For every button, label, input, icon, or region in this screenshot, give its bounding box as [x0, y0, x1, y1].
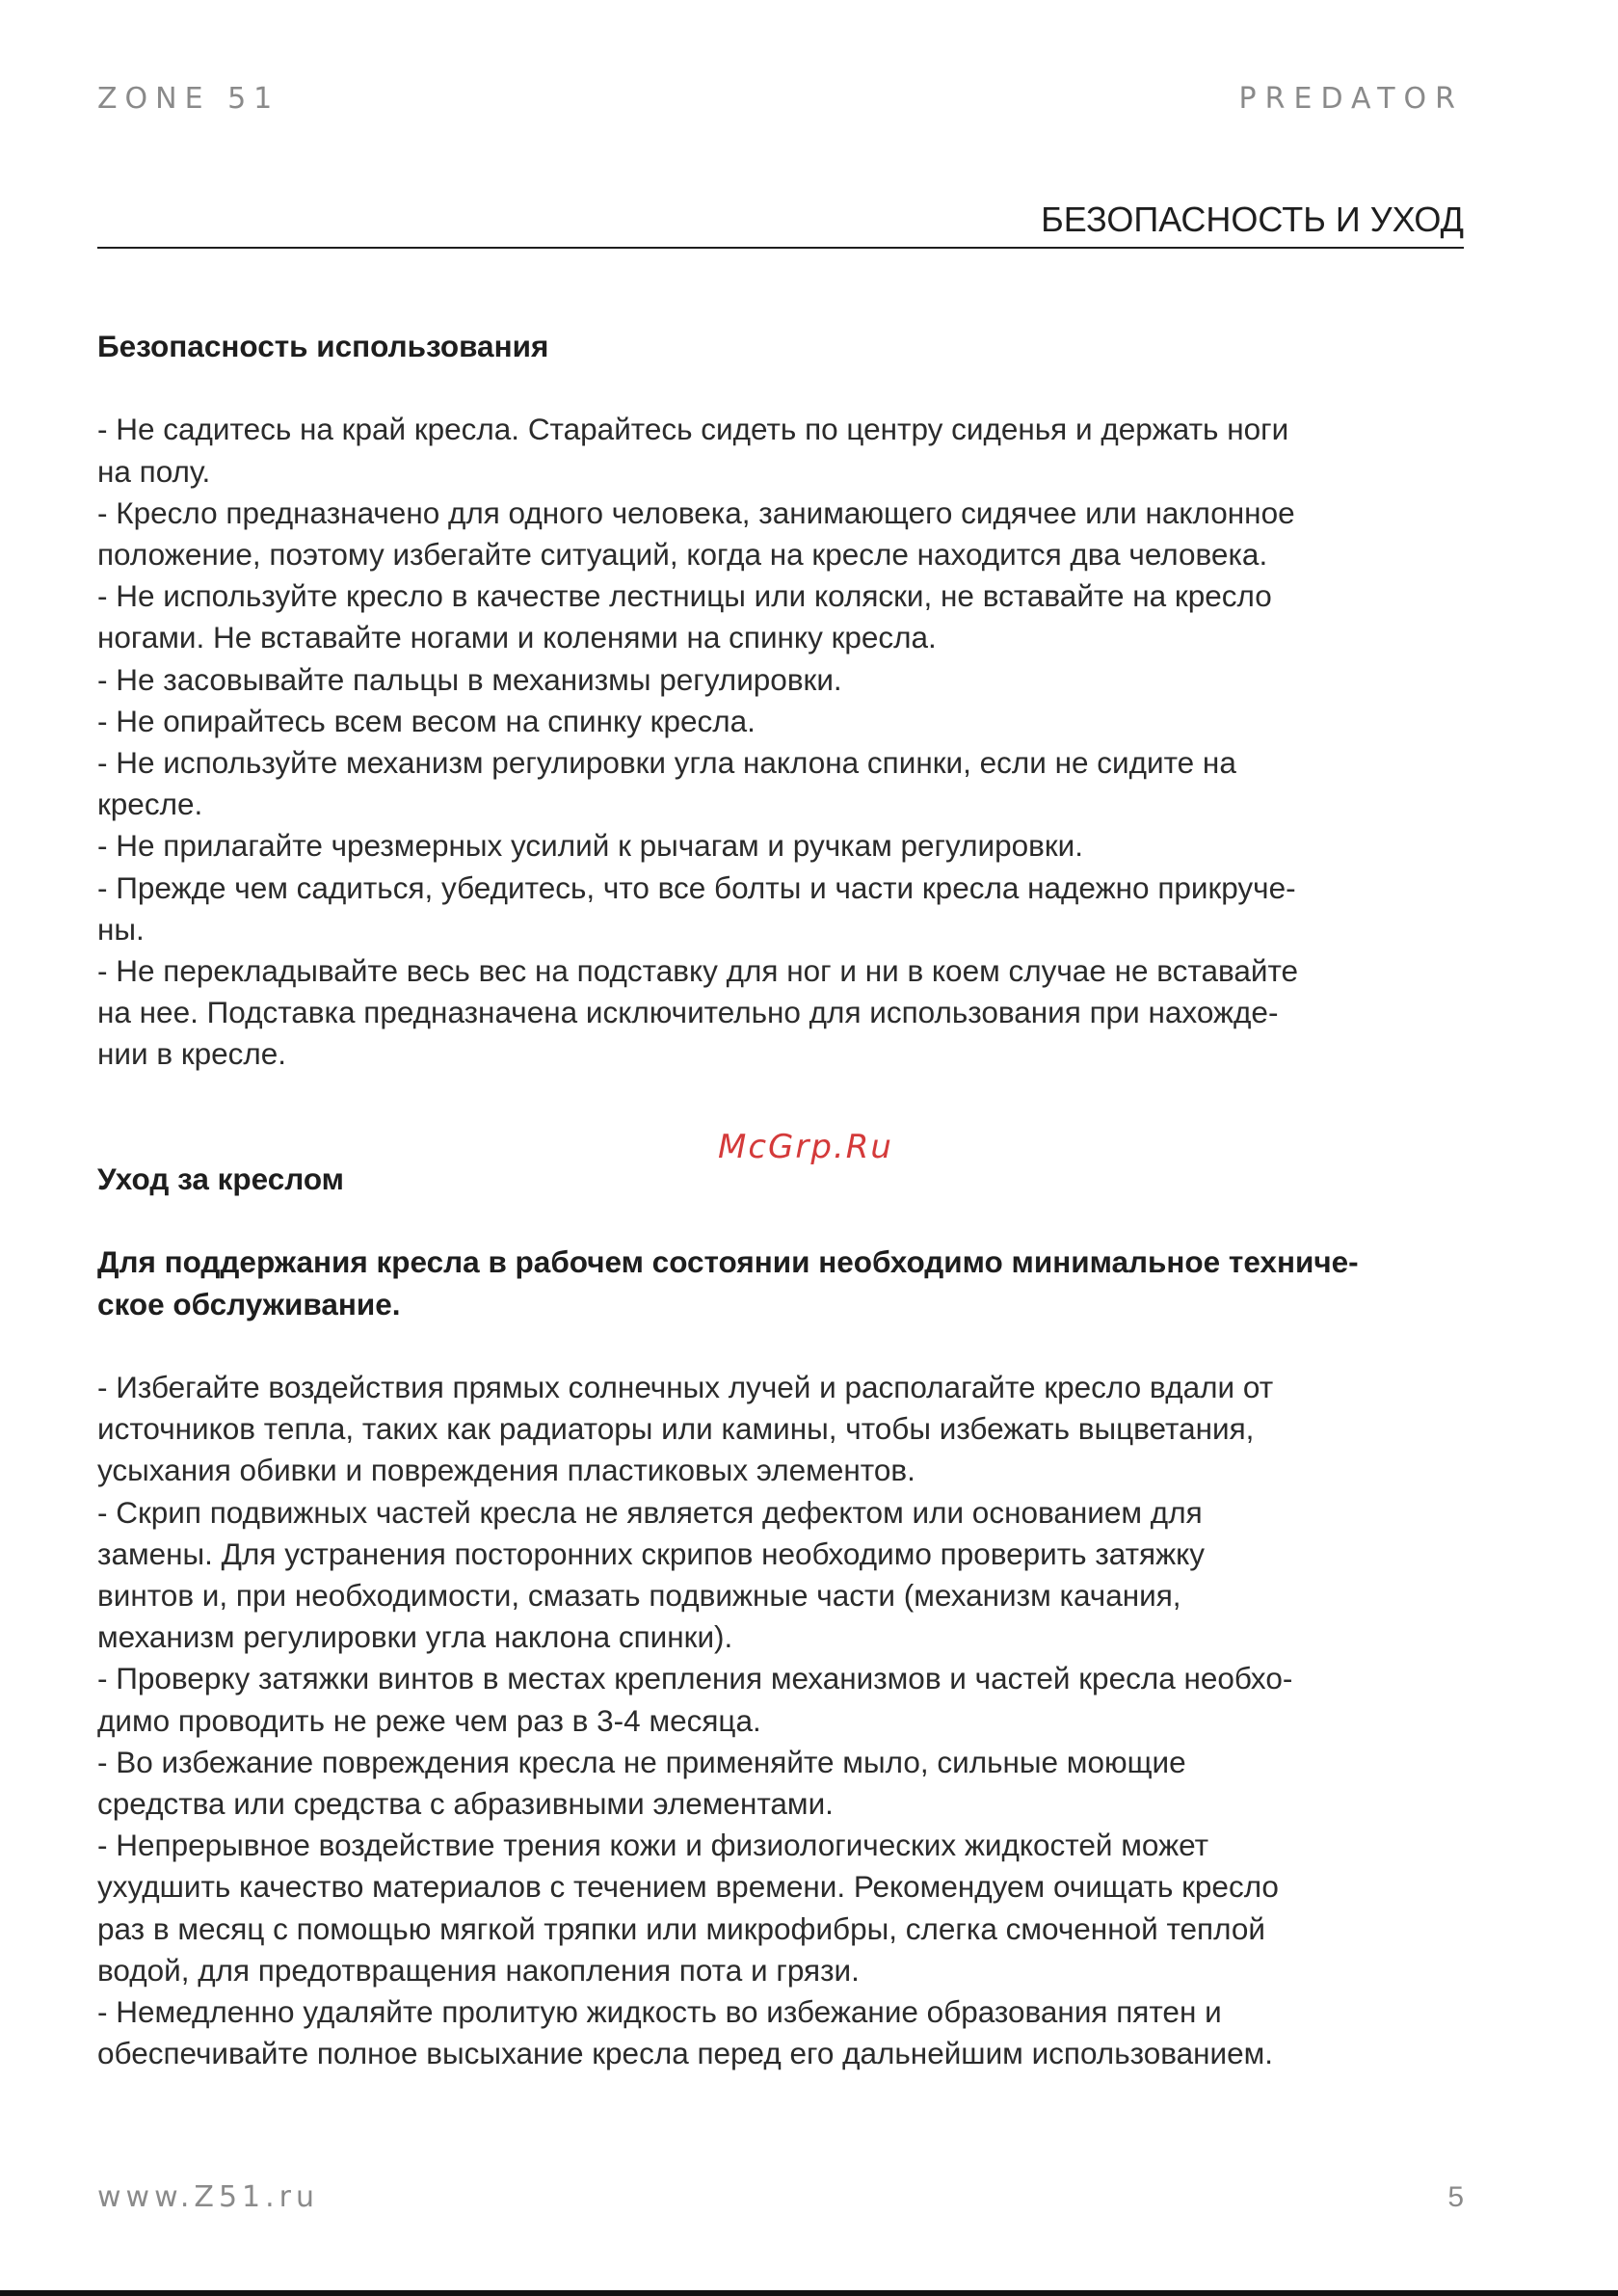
care-line: - Проверку затяжки винтов в местах крепления механизмов и частей кресла необхо-: [97, 1661, 1293, 1696]
safety-line: на нее. Подставка предназначена исключительно для использования при нахожде-: [97, 995, 1279, 1030]
safety-line: ногами. Не вставайте ногами и коленями на спинку кресла.: [97, 620, 937, 655]
bottom-edge: [0, 2290, 1618, 2296]
care-list: [97, 1367, 1485, 2074]
safety-line: - Не используйте механизм регулировки угла наклона спинки, если не сидите на: [97, 745, 1236, 781]
safety-line: положение, поэтому избегайте ситуаций, когда на кресле находится два человека.: [97, 537, 1268, 572]
safety-list: [97, 409, 1485, 1075]
safety-line: - Не перекладывайте весь вес на подставку для ног и ни в коем случае не вставайте: [97, 953, 1299, 989]
safety-line: - Не опирайтесь всем весом на спинку кресла.: [97, 703, 756, 738]
care-line: - Скрип подвижных частей кресла не является дефектом или основанием для: [97, 1494, 1203, 1530]
care-heading: Уход за креслом: [97, 1161, 344, 1197]
page-number: 5: [1447, 2181, 1464, 2213]
care-intro: [97, 1241, 1485, 1324]
care-intro-line: ское обслуживание.: [97, 1286, 401, 1322]
care-line: винтов и, при необходимости, смазать подвижные части (механизм качания,: [97, 1578, 1181, 1614]
title-underline: [97, 247, 1464, 249]
safety-line: - Прежде чем садиться, убедитесь, что все болты и части кресла надежно прикруче-: [97, 869, 1296, 905]
care-line: ухудшить качество материалов с течением времени. Рекомендуем очищать кресло: [97, 1869, 1279, 1905]
safety-line: - Не используйте кресло в качестве лестницы или коляски, не вставайте на кресло: [97, 578, 1272, 614]
care-line: средства или средства с абразивными элементами.: [97, 1786, 834, 1822]
care-line: обеспечивайте полное высыхание кресла перед его дальнейшим использованием.: [97, 2036, 1274, 2071]
safety-line: на полу.: [97, 453, 211, 489]
safety-line: кресле.: [97, 787, 203, 822]
care-line: раз в месяц с помощью мягкой тряпки или микрофибры, слегка смоченной теплой: [97, 1910, 1265, 1946]
care-line: усыхания обивки и повреждения пластиковых элементов.: [97, 1453, 915, 1488]
care-line: источников тепла, таких как радиаторы или камины, чтобы избежать выцветания,: [97, 1411, 1255, 1447]
safety-line: - Кресло предназначено для одного человека, занимающего сидячее или наклонное: [97, 494, 1295, 530]
care-line: - Во избежание повреждения кресла не применяйте мыло, сильные моющие: [97, 1744, 1186, 1779]
footer-url[interactable]: www.Z51.ru: [97, 2180, 319, 2214]
care-line: механизм регулировки угла наклона спинки).: [97, 1619, 733, 1655]
care-line: - Немедленно удаляйте пролитую жидкость во избежание образования пятен и: [97, 1994, 1222, 2030]
safety-line: - Не садитесь на край кресла. Старайтесь сидеть по центру сиденья и держать ноги: [97, 412, 1289, 447]
watermark: McGrp.Ru: [718, 1128, 893, 1166]
brand-logo-predator: PREDATOR: [1238, 82, 1464, 116]
care-line: - Непрерывное воздействие трения кожи и физиологических жидкостей может: [97, 1828, 1209, 1863]
safety-line: - Не прилагайте чрезмерных усилий к рычагам и ручкам регулировки.: [97, 828, 1083, 864]
brand-logo-zone51: ZONE 51: [97, 82, 280, 116]
safety-heading: Безопасность использования: [97, 329, 549, 363]
care-line: димо проводить не реже чем раз в 3-4 месяца.: [97, 1702, 761, 1738]
care-line: - Избегайте воздействия прямых солнечных лучей и располагайте кресло вдали от: [97, 1370, 1274, 1404]
page-title: БЕЗОПАСНОСТЬ И УХОД: [1041, 200, 1464, 239]
safety-line: - Не засовывайте пальцы в механизмы регулировки.: [97, 661, 842, 697]
care-line: замены. Для устранения посторонних скрипов необходимо проверить затяжку: [97, 1535, 1206, 1571]
safety-line: нии в кресле.: [97, 1036, 287, 1072]
safety-line: ны.: [97, 911, 145, 947]
care-intro-line: Для поддержания кресла в рабочем состоянии необходимо минимальное техниче-: [97, 1244, 1359, 1280]
main-content: [97, 326, 1485, 2074]
care-line: водой, для предотвращения накопления пота и грязи.: [97, 1952, 860, 1988]
